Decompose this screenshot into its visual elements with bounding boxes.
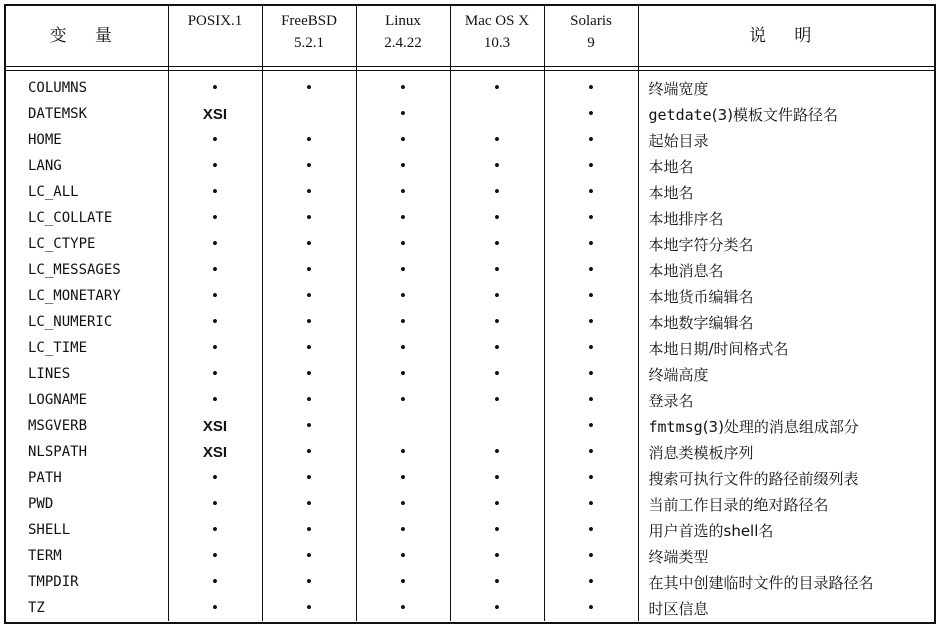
table-row	[6, 595, 934, 621]
linux-support-mark: •	[356, 491, 450, 517]
header-solaris	[544, 6, 638, 67]
posix-support-mark: •	[168, 517, 262, 543]
variable-description	[638, 309, 934, 335]
header-macos-line2: 10.3	[483, 35, 511, 51]
description-text: (3)处理的消息组成部分	[702, 417, 859, 436]
posix-support-mark: •	[168, 387, 262, 413]
macos-support-mark: •	[450, 127, 544, 153]
variable-name: NLSPATH	[6, 439, 168, 465]
posix-support-mark: •	[168, 309, 262, 335]
description-text: 终端类型	[648, 547, 709, 566]
linux-support-mark: •	[356, 231, 450, 257]
macos-support-mark	[450, 413, 544, 439]
solaris-support-mark: •	[544, 413, 638, 439]
solaris-support-mark: •	[544, 517, 638, 543]
variable-name: PWD	[6, 491, 168, 517]
linux-support-mark: •	[356, 543, 450, 569]
description-text: 本地排序名	[648, 209, 724, 228]
macos-support-mark: •	[450, 491, 544, 517]
solaris-support-mark: •	[544, 465, 638, 491]
freebsd-support-mark: •	[262, 179, 356, 205]
linux-support-mark: •	[356, 127, 450, 153]
description-text: 时区信息	[648, 599, 709, 618]
freebsd-support-mark: •	[262, 387, 356, 413]
posix-support-mark: •	[168, 465, 262, 491]
macos-support-mark: •	[450, 205, 544, 231]
freebsd-support-mark: •	[262, 71, 356, 102]
header-freebsd	[262, 6, 356, 67]
macos-support-mark: •	[450, 179, 544, 205]
freebsd-support-mark: •	[262, 335, 356, 361]
variable-description	[638, 283, 934, 309]
macos-support-mark: •	[450, 517, 544, 543]
variable-name: TZ	[6, 595, 168, 621]
variable-name: PATH	[6, 465, 168, 491]
linux-support-mark: •	[356, 101, 450, 127]
freebsd-support-mark: •	[262, 205, 356, 231]
table-row	[6, 153, 934, 179]
variable-name: LC_CTYPE	[6, 231, 168, 257]
header-posix	[168, 6, 262, 67]
variable-name: MSGVERB	[6, 413, 168, 439]
description-text: 本地字符分类名	[648, 235, 754, 254]
table-row	[6, 387, 934, 413]
table-body	[6, 71, 934, 622]
linux-support-mark: •	[356, 595, 450, 621]
solaris-support-mark: •	[544, 387, 638, 413]
posix-support-mark: •	[168, 127, 262, 153]
description-text: 起始目录	[648, 131, 709, 150]
posix-support-mark: •	[168, 543, 262, 569]
description-text: 本地日期/时间格式名	[648, 339, 789, 358]
description-text: 本地消息名	[648, 261, 724, 280]
variable-description	[638, 71, 934, 102]
header-linux-line1: Linux	[385, 13, 421, 29]
solaris-support-mark: •	[544, 309, 638, 335]
variable-description	[638, 179, 934, 205]
posix-support-mark: •	[168, 257, 262, 283]
freebsd-support-mark: •	[262, 491, 356, 517]
description-text: 当前工作目录的绝对路径名	[648, 495, 829, 514]
table-row	[6, 179, 934, 205]
posix-support-mark: •	[168, 361, 262, 387]
variable-description	[638, 543, 934, 569]
variable-name: LC_TIME	[6, 335, 168, 361]
header-macos-line1: Mac OS X	[464, 13, 530, 29]
variable-description	[638, 231, 934, 257]
posix-support-mark: •	[168, 231, 262, 257]
description-text: 本地名	[648, 183, 694, 202]
variable-description	[638, 517, 934, 543]
linux-support-mark: •	[356, 517, 450, 543]
variable-description	[638, 465, 934, 491]
macos-support-mark: •	[450, 595, 544, 621]
freebsd-support-mark: •	[262, 231, 356, 257]
solaris-support-mark: •	[544, 205, 638, 231]
description-text: 终端高度	[648, 365, 709, 384]
variable-description	[638, 387, 934, 413]
solaris-support-mark: •	[544, 257, 638, 283]
header-solaris-line2: 9	[587, 35, 595, 51]
description-text: 用户首选的shell名	[648, 521, 774, 540]
table-row	[6, 465, 934, 491]
linux-support-mark: •	[356, 179, 450, 205]
linux-support-mark: •	[356, 439, 450, 465]
variable-name: DATEMSK	[6, 101, 168, 127]
variable-description	[638, 101, 934, 127]
variable-description	[638, 595, 934, 621]
freebsd-support-mark: •	[262, 153, 356, 179]
freebsd-support-mark: •	[262, 517, 356, 543]
table-row	[6, 569, 934, 595]
macos-support-mark: •	[450, 309, 544, 335]
description-text: 终端宽度	[648, 79, 709, 98]
freebsd-support-mark	[262, 101, 356, 127]
solaris-support-mark: •	[544, 71, 638, 102]
macos-support-mark: •	[450, 361, 544, 387]
header-posix-line1: POSIX.1	[187, 13, 243, 29]
posix-support-mark: •	[168, 491, 262, 517]
table-row	[6, 71, 934, 102]
posix-support-mark: •	[168, 205, 262, 231]
linux-support-mark: •	[356, 71, 450, 102]
freebsd-support-mark: •	[262, 283, 356, 309]
table-row	[6, 361, 934, 387]
table-row	[6, 231, 934, 257]
header-macos	[450, 6, 544, 67]
posix-support-mark: •	[168, 595, 262, 621]
description-text: 本地货币编辑名	[648, 287, 754, 306]
variable-name: LC_ALL	[6, 179, 168, 205]
posix-support-mark: XSI	[168, 439, 262, 465]
solaris-support-mark: •	[544, 543, 638, 569]
posix-support-mark: •	[168, 335, 262, 361]
solaris-support-mark: •	[544, 127, 638, 153]
linux-support-mark	[356, 413, 450, 439]
posix-support-mark: •	[168, 569, 262, 595]
macos-support-mark: •	[450, 283, 544, 309]
freebsd-support-mark: •	[262, 543, 356, 569]
table-row	[6, 413, 934, 439]
table-row	[6, 439, 934, 465]
variable-description	[638, 257, 934, 283]
macos-support-mark: •	[450, 465, 544, 491]
linux-support-mark: •	[356, 309, 450, 335]
solaris-support-mark: •	[544, 569, 638, 595]
description-function-name: fmtmsg	[648, 417, 703, 436]
table-row	[6, 205, 934, 231]
macos-support-mark: •	[450, 71, 544, 102]
variable-description	[638, 491, 934, 517]
solaris-support-mark: •	[544, 491, 638, 517]
variable-name: TMPDIR	[6, 569, 168, 595]
freebsd-support-mark: •	[262, 413, 356, 439]
variable-name: SHELL	[6, 517, 168, 543]
freebsd-support-mark: •	[262, 465, 356, 491]
macos-support-mark: •	[450, 231, 544, 257]
solaris-support-mark: •	[544, 361, 638, 387]
macos-support-mark: •	[450, 257, 544, 283]
description-function-name: getdate	[648, 105, 712, 124]
freebsd-support-mark: •	[262, 309, 356, 335]
posix-support-mark: XSI	[168, 413, 262, 439]
variable-description	[638, 569, 934, 595]
table-row	[6, 335, 934, 361]
table-row	[6, 127, 934, 153]
variable-description	[638, 439, 934, 465]
freebsd-support-mark: •	[262, 595, 356, 621]
macos-support-mark: •	[450, 543, 544, 569]
variable-name: HOME	[6, 127, 168, 153]
variable-name: LANG	[6, 153, 168, 179]
linux-support-mark: •	[356, 569, 450, 595]
macos-support-mark: •	[450, 335, 544, 361]
freebsd-support-mark: •	[262, 569, 356, 595]
solaris-support-mark: •	[544, 179, 638, 205]
table-row	[6, 517, 934, 543]
solaris-support-mark: •	[544, 595, 638, 621]
variable-description	[638, 127, 934, 153]
posix-support-mark: XSI	[168, 101, 262, 127]
posix-support-mark: •	[168, 153, 262, 179]
freebsd-support-mark: •	[262, 257, 356, 283]
table-row	[6, 309, 934, 335]
table-header	[6, 6, 934, 71]
header-solaris-line1: Solaris	[570, 13, 612, 29]
macos-support-mark: •	[450, 439, 544, 465]
variable-description	[638, 413, 934, 439]
macos-support-mark	[450, 101, 544, 127]
solaris-support-mark: •	[544, 439, 638, 465]
variable-name: LC_COLLATE	[6, 205, 168, 231]
header-linux-line2: 2.4.22	[384, 35, 422, 51]
description-text: 登录名	[648, 391, 694, 410]
description-text: 搜索可执行文件的路径前缀列表	[648, 469, 859, 488]
env-variables-table	[6, 6, 934, 621]
variable-description	[638, 335, 934, 361]
linux-support-mark: •	[356, 205, 450, 231]
env-variables-table-frame	[4, 4, 936, 624]
header-description: 说 明	[749, 26, 824, 45]
variable-name: LC_MONETARY	[6, 283, 168, 309]
solaris-support-mark: •	[544, 335, 638, 361]
posix-support-mark: •	[168, 179, 262, 205]
linux-support-mark: •	[356, 257, 450, 283]
freebsd-support-mark: •	[262, 361, 356, 387]
macos-support-mark: •	[450, 153, 544, 179]
header-freebsd-line1: FreeBSD	[281, 13, 337, 29]
header-linux	[356, 6, 450, 67]
variable-name: COLUMNS	[6, 71, 168, 102]
linux-support-mark: •	[356, 465, 450, 491]
table-row	[6, 257, 934, 283]
variable-description	[638, 205, 934, 231]
variable-name: LC_NUMERIC	[6, 309, 168, 335]
header-variable: 变 量	[6, 6, 168, 67]
freebsd-support-mark: •	[262, 127, 356, 153]
variable-name: LOGNAME	[6, 387, 168, 413]
table-row	[6, 491, 934, 517]
table-row	[6, 101, 934, 127]
linux-support-mark: •	[356, 335, 450, 361]
posix-support-mark: •	[168, 71, 262, 102]
solaris-support-mark: •	[544, 231, 638, 257]
linux-support-mark: •	[356, 283, 450, 309]
description-text: 消息类模板序列	[648, 443, 754, 462]
freebsd-support-mark: •	[262, 439, 356, 465]
solaris-support-mark: •	[544, 101, 638, 127]
solaris-support-mark: •	[544, 283, 638, 309]
macos-support-mark: •	[450, 569, 544, 595]
macos-support-mark: •	[450, 387, 544, 413]
table-row	[6, 283, 934, 309]
description-text: (3)模板文件路径名	[711, 105, 838, 124]
variable-name: TERM	[6, 543, 168, 569]
linux-support-mark: •	[356, 387, 450, 413]
description-text: 本地名	[648, 157, 694, 176]
table-row	[6, 543, 934, 569]
linux-support-mark: •	[356, 361, 450, 387]
linux-support-mark: •	[356, 153, 450, 179]
variable-name: LINES	[6, 361, 168, 387]
solaris-support-mark: •	[544, 153, 638, 179]
posix-support-mark: •	[168, 283, 262, 309]
description-text: 在其中创建临时文件的目录路径名	[648, 573, 874, 592]
variable-description	[638, 361, 934, 387]
header-freebsd-line2: 5.2.1	[294, 35, 324, 51]
variable-name: LC_MESSAGES	[6, 257, 168, 283]
variable-description	[638, 153, 934, 179]
description-text: 本地数字编辑名	[648, 313, 754, 332]
